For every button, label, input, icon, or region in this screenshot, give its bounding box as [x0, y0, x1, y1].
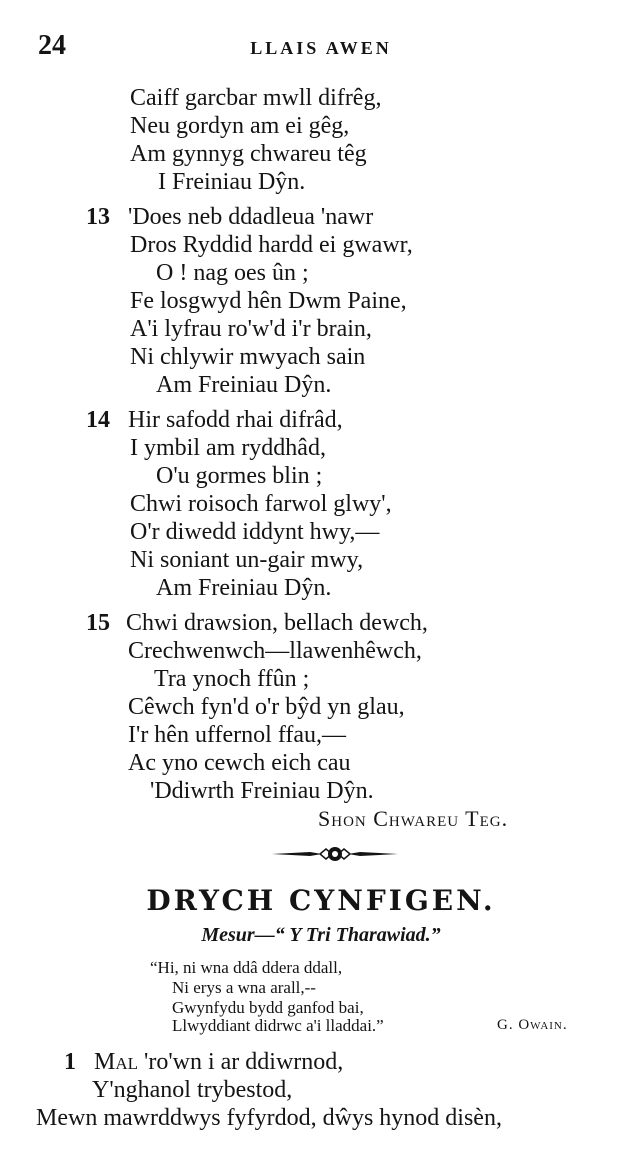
- verse-line: Chwi roisoch farwol glwy',: [130, 491, 392, 517]
- ornament-divider-icon: [270, 843, 400, 865]
- verse-line: O ! nag oes ûn ;: [156, 260, 309, 286]
- verse-line: Y'nghanol trybestod,: [92, 1077, 293, 1103]
- verse-line: A'i lyfrau ro'w'd i'r brain,: [130, 316, 372, 342]
- verse-line: 'Does neb ddadleua 'nawr: [128, 204, 374, 230]
- stanza-number: 15: [86, 610, 110, 636]
- verse-line: 'Ddiwrth Freiniau Dŷn.: [150, 778, 374, 804]
- verse-line: I ymbil am ryddhâd,: [130, 435, 326, 461]
- verse-line: Ac yno cewch eich cau: [128, 750, 351, 776]
- verse-line: Neu gordyn am ei gêg,: [130, 113, 350, 139]
- verse-line: Am gynnyg chwareu têg: [130, 141, 367, 167]
- verse-line: Crechwenwch—llawenhêwch,: [128, 638, 422, 664]
- verse-line: Ni soniant un-gair mwy,: [130, 547, 364, 573]
- verse-line: O'r diwedd iddynt hwy,—: [130, 519, 380, 545]
- verse-line: Cêwch fyn'd o'r bŷd yn glau,: [128, 694, 405, 720]
- verse-line: Mewn mawrddwys fyfyrdod, dŵys hynod disèn,: [36, 1105, 502, 1131]
- epigraph-line: Gwynfydu bydd ganfod bai,: [172, 998, 364, 1017]
- poem-title: DRYCH CYNFIGEN.: [146, 884, 496, 917]
- verse-line: Chwi drawsion, bellach dewch,: [126, 610, 428, 636]
- running-title: LLAIS AWEN: [250, 38, 392, 58]
- verse-line: Caiff garcbar mwll difrêg,: [130, 85, 382, 111]
- verse-line: I'r hên uffernol ffau,—: [128, 722, 347, 748]
- verse-line: Fe losgwyd hên Dwm Paine,: [130, 288, 407, 314]
- epigraph-line: Llwyddiant didrwc a'i lladdai.”: [172, 1016, 384, 1035]
- poem-meter: Mesur—“ Y Tri Tharawiad.”: [201, 924, 441, 946]
- poem-signature: Shon Chwareu Teg.: [318, 806, 509, 831]
- stanza-number: 13: [86, 204, 110, 230]
- verse-line: Ni chlywir mwyach sain: [130, 344, 366, 370]
- verse-line: O'u gormes blin ;: [156, 463, 323, 489]
- verse-line-rest: 'ro'wn i ar ddiwrnod,: [138, 1049, 344, 1075]
- epigraph-author: G. Owain.: [497, 1017, 568, 1033]
- verse-line: Am Freiniau Dŷn.: [156, 575, 332, 601]
- verse-line: Dros Ryddid hardd ei gwawr,: [130, 232, 413, 258]
- verse-line: Am Freiniau Dŷn.: [156, 372, 332, 398]
- verse-line: Tra ynoch ffûn ;: [154, 666, 310, 692]
- first-word: Mal: [94, 1049, 139, 1075]
- stanza-number: 1: [64, 1049, 76, 1075]
- stanza-number: 14: [86, 407, 110, 433]
- page-number: 24: [38, 30, 66, 61]
- epigraph-line: Ni erys a wna arall,--: [172, 978, 316, 997]
- verse-line: [64, 1048, 343, 1076]
- epigraph-line: “Hi, ni wna ddâ ddera ddall,: [150, 958, 343, 977]
- verse-line: I Freiniau Dŷn.: [158, 169, 306, 195]
- verse-line: Hir safodd rhai difrâd,: [128, 407, 343, 433]
